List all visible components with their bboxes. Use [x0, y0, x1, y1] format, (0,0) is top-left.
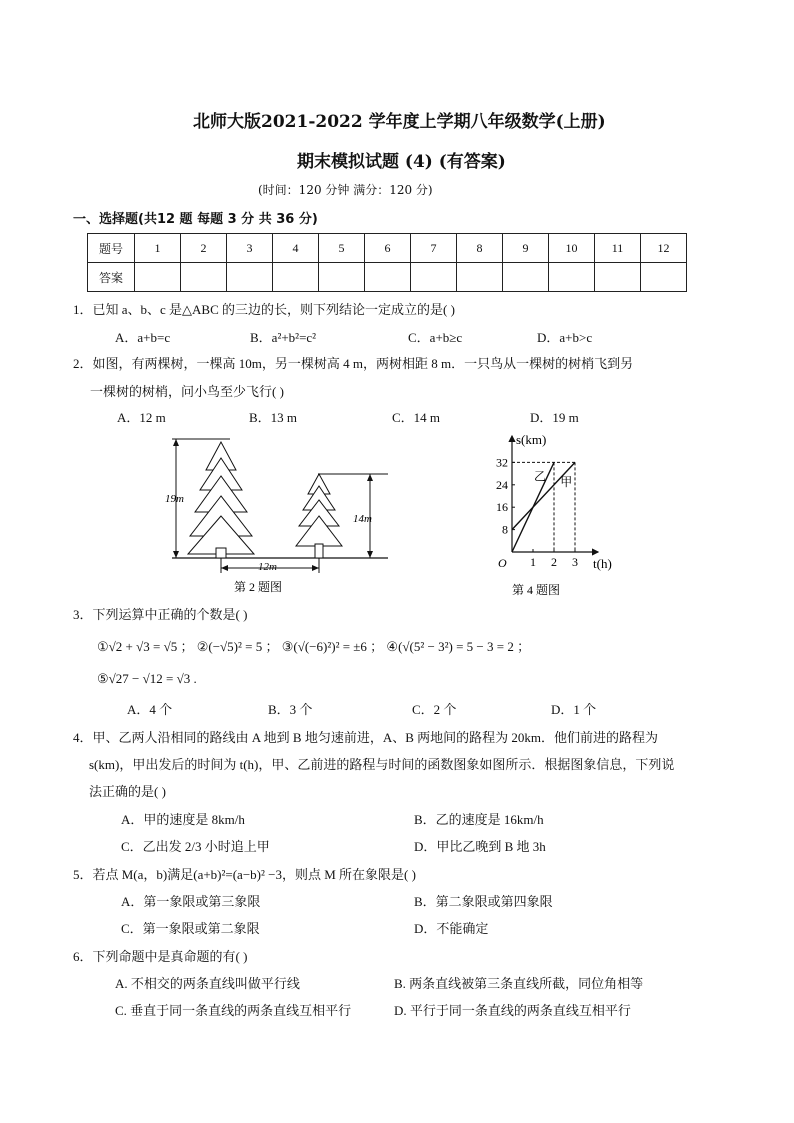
q1-option-b: B．a²+b²=c² — [250, 330, 317, 345]
origin-label: O — [498, 556, 507, 570]
question-2-stem-line1: 2．如图，有两棵树，一棵高 10m，另一棵树高 4 m，两树相距 8 m．一只鸟从一棵树的树梢飞到另 — [73, 356, 634, 371]
answer-cell[interactable] — [135, 263, 181, 292]
table-cell: 12 — [641, 234, 687, 263]
table-cell: 9 — [503, 234, 549, 263]
table-cell: 1 — [135, 234, 181, 263]
figure-2-trees — [150, 430, 400, 600]
series-label-yi: 乙 — [534, 469, 547, 484]
short-tree-icon — [296, 474, 342, 558]
question-3-stem: 3．下列运算中正确的个数是( ) — [73, 607, 248, 622]
y-axis-label: s(km) — [516, 432, 547, 447]
x-tick-label: 3 — [572, 555, 578, 569]
table-row — [88, 234, 687, 263]
answer-cell[interactable] — [457, 263, 503, 292]
page-subtitle: 期末模拟试题 (4) (有答案) — [297, 152, 506, 172]
answer-cell[interactable] — [549, 263, 595, 292]
y-tick-label: 8 — [502, 522, 508, 537]
q6-option-d: D. 平行于同一条直线的两条直线互相平行 — [394, 1003, 631, 1018]
q3-option-a: A．4 个 — [127, 702, 173, 717]
question-5-stem: 5．若点 M(a，b)满足(a+b)²=(a−b)² −3，则点 M 所在象限是( ) — [73, 867, 416, 882]
q4-option-c: C．乙出发 2/3 小时追上甲 — [121, 839, 270, 854]
q3-option-c: C．2 个 — [412, 702, 457, 717]
q6-option-c: C. 垂直于同一条直线的两条直线互相平行 — [115, 1003, 352, 1018]
figure-2-label-bottom: 12m — [258, 561, 277, 573]
x-tick-label: 2 — [551, 555, 557, 569]
question-2-stem-line2: 一棵树的树梢，问小鸟至少飞行( ) — [90, 384, 284, 399]
table-cell: 7 — [411, 234, 457, 263]
question-6-stem: 6．下列命题中是真命题的有( ) — [73, 949, 248, 964]
figure-4-chart — [488, 428, 638, 600]
answer-cell[interactable] — [595, 263, 641, 292]
figure-2-caption: 第 2 题图 — [234, 580, 283, 594]
x-tick-label: 1 — [530, 555, 536, 569]
table-cell: 4 — [273, 234, 319, 263]
x-axis-label: t(h) — [593, 556, 612, 571]
table-cell: 2 — [181, 234, 227, 263]
question-4-stem-line3: 法正确的是( ) — [89, 784, 166, 799]
q2-option-c: C．14 m — [392, 410, 441, 425]
q2-option-d: D．19 m — [530, 410, 579, 425]
table-cell: 5 — [319, 234, 365, 263]
q5-option-a: A．第一象限或第三象限 — [121, 894, 261, 909]
question-4-stem-line1: 4．甲、乙两人沿相同的路线由 A 地到 B 地匀速前进，A、B 两地间的路程为 20km．他们前进的路程为 — [73, 730, 659, 745]
table-cell: 6 — [365, 234, 411, 263]
q1-option-a: A．a+b=c — [115, 330, 171, 345]
q1-option-c: C．a+b≥c — [408, 330, 463, 345]
q5-option-d: D．不能确定 — [414, 921, 489, 936]
table-row — [88, 263, 687, 292]
q4-option-a: A．甲的速度是 8km/h — [121, 812, 245, 827]
question-3-items-line1: ①√2 + √3 = √5 ； ②(−√5)² = 5 ； ③(√(−6)²)² = ±6 ； ④(√(5² − 3²) = 5 − 3 = 2 ； — [97, 639, 531, 654]
question-1-stem: 1．已知 a、b、c 是△ABC 的三边的长，则下列结论一定成立的是( ) — [73, 302, 455, 317]
section-heading: 一、选择题(共12 题 每题 3 分 共 36 分) — [73, 212, 318, 227]
answer-cell[interactable] — [411, 263, 457, 292]
q6-option-a: A. 不相交的两条直线叫做平行线 — [115, 976, 300, 991]
table-cell: 11 — [595, 234, 641, 263]
answer-cell[interactable] — [181, 263, 227, 292]
table-header-answer: 答案 — [88, 263, 135, 292]
q6-option-b: B. 两条直线被第三条直线所截，同位角相等 — [394, 976, 644, 991]
tall-tree-icon — [188, 442, 254, 558]
answer-cell[interactable] — [319, 263, 365, 292]
q4-option-d: D．甲比乙晚到 B 地 3h — [414, 839, 546, 854]
y-tick-label: 16 — [496, 500, 508, 515]
answer-cell[interactable] — [227, 263, 273, 292]
q5-option-c: C．第一象限或第二象限 — [121, 921, 260, 936]
y-tick-label: 32 — [496, 455, 508, 470]
table-cell: 8 — [457, 234, 503, 263]
question-3-items-line2: ⑤√27 − √12 = √3 . — [97, 671, 197, 686]
q2-option-b: B．13 m — [249, 410, 298, 425]
answer-cell[interactable] — [503, 263, 549, 292]
q3-option-d: D．1 个 — [551, 702, 597, 717]
table-cell: 3 — [227, 234, 273, 263]
figure-2-label-right: 14m — [353, 513, 372, 525]
answer-table — [87, 233, 687, 292]
q1-option-d: D．a+b>c — [537, 330, 593, 345]
series-line-乙 — [512, 462, 554, 552]
figure-2-label-left: 19m — [165, 493, 184, 505]
time-info: (时间：120 分钟 满分：120 分) — [258, 183, 433, 197]
answer-cell[interactable] — [641, 263, 687, 292]
y-tick-label: 24 — [496, 477, 508, 492]
q4-option-b: B．乙的速度是 16km/h — [414, 812, 544, 827]
q5-option-b: B．第二象限或第四象限 — [414, 894, 553, 909]
question-4-stem-line2: s(km)，甲出发后的时间为 t(h)，甲、乙前进的路程与时间的函数图象如图所示．根据图象信息，下列说 — [89, 757, 675, 772]
series-label-jia: 甲 — [560, 475, 573, 490]
q2-option-a: A．12 m — [117, 410, 166, 425]
answer-cell[interactable] — [365, 263, 411, 292]
answer-cell[interactable] — [273, 263, 319, 292]
q3-option-b: B．3 个 — [268, 702, 313, 717]
figure-4-caption: 第 4 题图 — [512, 583, 561, 597]
table-header-number: 题号 — [88, 234, 135, 263]
page-title: 北师大版2021-2022 学年度上学期八年级数学(上册) — [193, 112, 606, 132]
table-cell: 10 — [549, 234, 595, 263]
